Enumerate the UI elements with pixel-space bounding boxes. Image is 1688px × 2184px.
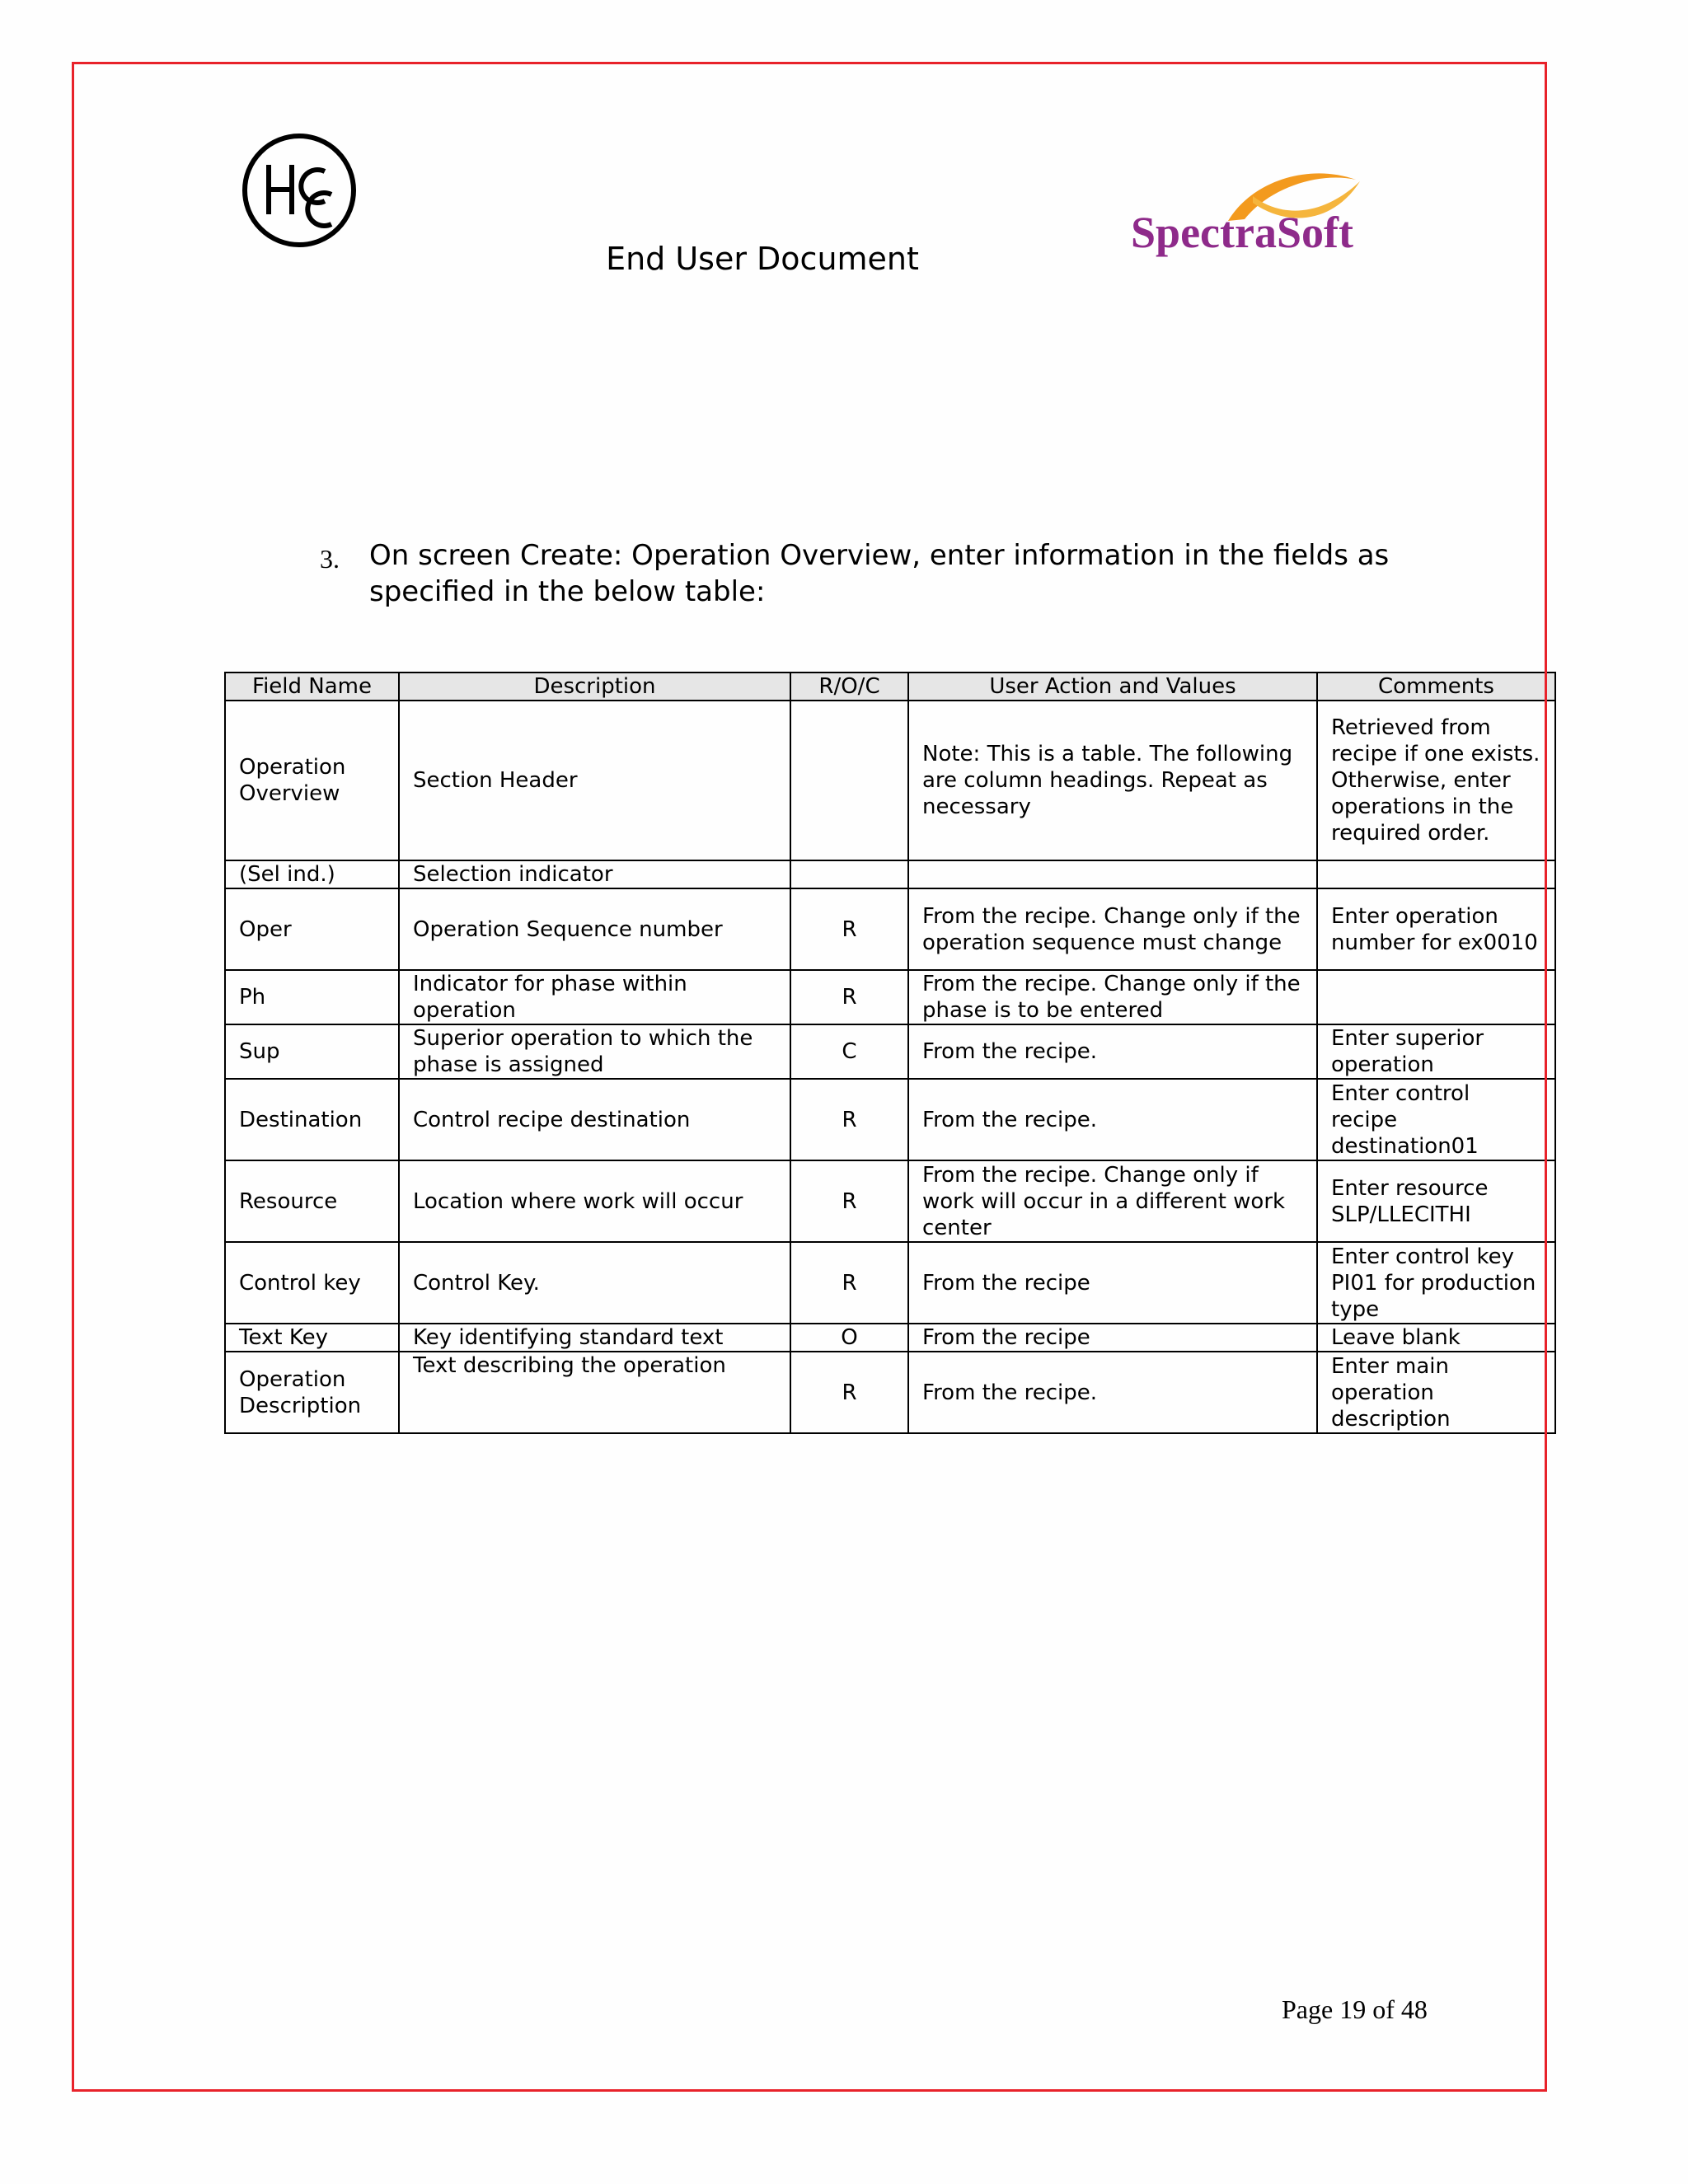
step-number: 3. (320, 544, 340, 574)
roc-cell: R (790, 888, 908, 970)
comments-cell: Enter control key PI01 for production type (1317, 1242, 1555, 1324)
description-cell: Key identifying standard text (399, 1324, 790, 1352)
hcc-logo (241, 132, 358, 249)
comments-cell (1317, 970, 1555, 1024)
field-name-cell: Text Key (225, 1324, 399, 1352)
comments-cell: Leave blank (1317, 1324, 1555, 1352)
table-row (225, 1160, 1555, 1242)
action-cell: From the recipe. Change only if the operation sequence must change (908, 888, 1317, 970)
header-roc: R/O/C (790, 673, 908, 701)
action-cell: From the recipe. (908, 1079, 1317, 1160)
table-row (225, 1079, 1555, 1160)
document-title: End User Document (606, 241, 919, 277)
header-user-action: User Action and Values (908, 673, 1317, 701)
comments-cell: Retrieved from recipe if one exists. Otherwise, enter operations in the required order. (1317, 701, 1555, 860)
table-row (225, 701, 1555, 860)
action-cell: From the recipe. Change only if the phase is to be entered (908, 970, 1317, 1024)
field-name-cell: Operation Description (225, 1352, 399, 1433)
roc-cell: R (790, 1079, 908, 1160)
comments-cell: Enter superior operation (1317, 1024, 1555, 1079)
instruction-step (320, 537, 1391, 610)
action-cell (908, 860, 1317, 888)
roc-cell: R (790, 1352, 908, 1433)
description-cell: Operation Sequence number (399, 888, 790, 970)
action-cell: From the recipe. (908, 1352, 1317, 1433)
description-cell: Location where work will occur (399, 1160, 790, 1242)
description-cell: Section Header (399, 701, 790, 860)
field-name-cell: Control key (225, 1242, 399, 1324)
description-cell: Selection indicator (399, 860, 790, 888)
action-cell: Note: This is a table. The following are column headings. Repeat as necessary (908, 701, 1317, 860)
page-number: Page 19 of 48 (1282, 1994, 1428, 2024)
spectrasoft-logo-text: SpectraSoft (1131, 208, 1353, 257)
table-row (225, 1324, 1555, 1352)
roc-cell (790, 860, 908, 888)
table-row (225, 860, 1555, 888)
field-name-cell: Operation Overview (225, 701, 399, 860)
comments-cell: Enter resource SLP/LLECITHI (1317, 1160, 1555, 1242)
field-name-cell: Sup (225, 1024, 399, 1079)
table-header-row (225, 673, 1555, 701)
comments-cell: Enter operation number for ex0010 (1317, 888, 1555, 970)
field-name-cell: Ph (225, 970, 399, 1024)
comments-cell (1317, 860, 1555, 888)
field-name-cell: Oper (225, 888, 399, 970)
roc-cell: O (790, 1324, 908, 1352)
table-row (225, 970, 1555, 1024)
table-row (225, 1242, 1555, 1324)
roc-cell: R (790, 970, 908, 1024)
description-cell: Control Key. (399, 1242, 790, 1324)
header-field-name: Field Name (225, 673, 399, 701)
action-cell: From the recipe. (908, 1024, 1317, 1079)
action-cell: From the recipe. Change only if work will occur in a different work center (908, 1160, 1317, 1242)
field-table (224, 672, 1556, 1434)
description-cell: Indicator for phase within operation (399, 970, 790, 1024)
description-cell: Text describing the operation (399, 1352, 790, 1433)
field-name-cell: Resource (225, 1160, 399, 1242)
comments-cell: Enter main operation description (1317, 1352, 1555, 1433)
field-name-cell: Destination (225, 1079, 399, 1160)
table-row (225, 888, 1555, 970)
roc-cell (790, 701, 908, 860)
header-description: Description (399, 673, 790, 701)
roc-cell: R (790, 1242, 908, 1324)
table-row (225, 1352, 1555, 1433)
table-row (225, 1024, 1555, 1079)
field-name-cell: (Sel ind.) (225, 860, 399, 888)
header-comments: Comments (1317, 673, 1555, 701)
action-cell: From the recipe (908, 1242, 1317, 1324)
description-cell: Control recipe destination (399, 1079, 790, 1160)
step-text: On screen Create: Operation Overview, enter information in the fields as specified in the below table: (369, 539, 1390, 608)
description-cell: Superior operation to which the phase is assigned (399, 1024, 790, 1079)
roc-cell: C (790, 1024, 908, 1079)
comments-cell: Enter control recipe destination01 (1317, 1079, 1555, 1160)
action-cell: From the recipe (908, 1324, 1317, 1352)
roc-cell: R (790, 1160, 908, 1242)
